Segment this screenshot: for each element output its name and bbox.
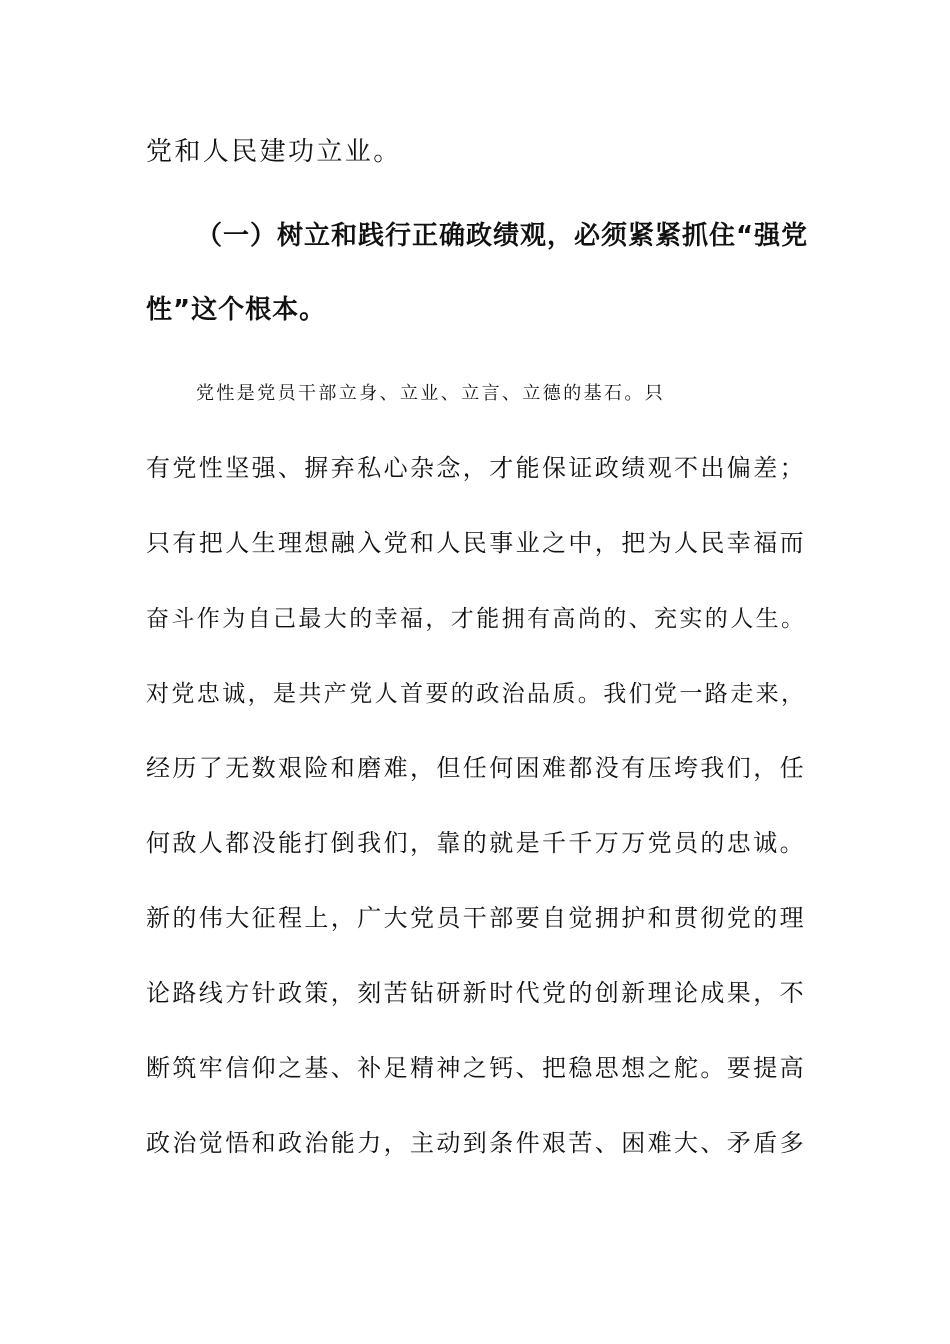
paragraph-line: 经历了无数艰险和磨难，但任何困难都没有压垮我们，任 [146,754,806,782]
section-heading-line-1: （一）树立和践行正确政绩观，必须紧紧抓住“强党 [196,221,809,251]
paragraph-line: 论路线方针政策，刻苦钻研新时代党的创新理论成果，不 [146,979,806,1007]
paragraph-line: 奋斗作为自己最大的幸福，才能拥有高尚的、充实的人生。 [146,606,807,632]
paragraph-line: 何敌人都没能打倒我们，靠的就是千千万万党员的忠诚。 [146,829,806,857]
paragraph-line: 断筑牢信仰之基、补足精神之钙、把稳思想之舵。要提高 [146,1054,806,1082]
paragraph-line: 政治觉悟和政治能力，主动到条件艰苦、困难大、矛盾多 [146,1129,806,1157]
paragraph-line: 只有把人生理想融入党和人民事业之中，把为人民幸福而 [146,529,806,557]
section-heading-line-2: 性”这个根本。 [146,295,327,325]
paragraph-line: 对党忠诚，是共产党人首要的政治品质。我们党一路走来， [146,681,807,707]
continuation-line: 党和人民建功立业。 [146,137,402,167]
paragraph-line: 有党性坚强、摒弃私心杂念，才能保证政绩观不出偏差； [146,454,806,482]
paragraph-line: 党性是党员干部立身、立业、立言、立德的基石。只 [196,383,666,404]
paragraph-line: 新的伟大征程上，广大党员干部要自觉拥护和贯彻党的理 [146,904,806,932]
